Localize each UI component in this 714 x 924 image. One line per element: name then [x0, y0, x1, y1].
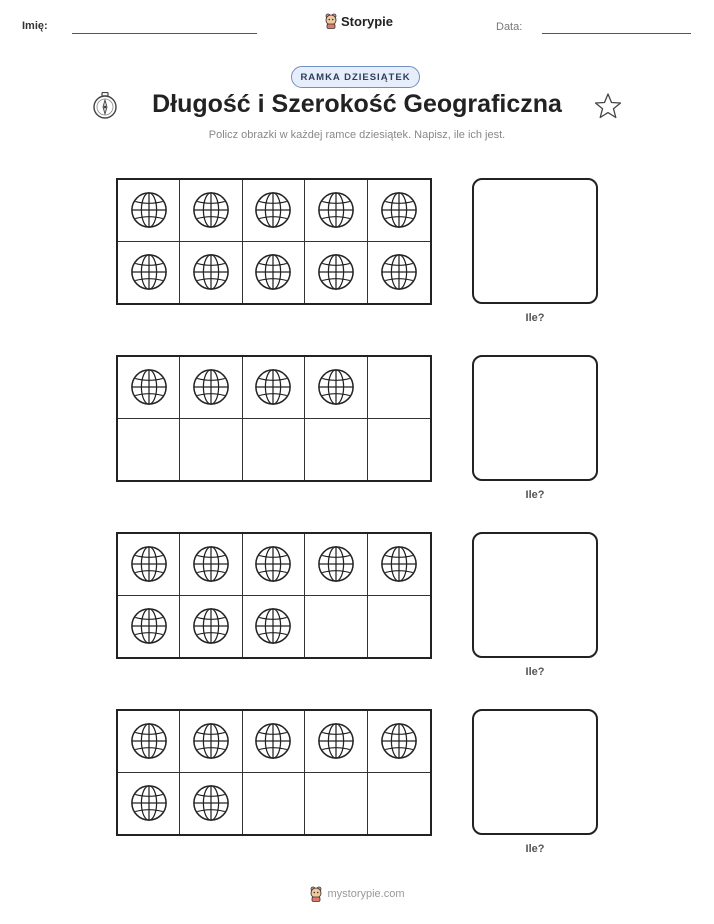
- ten-frame-cell: [305, 711, 367, 773]
- ten-frame-cell: [243, 242, 305, 304]
- globe-icon: [192, 368, 230, 406]
- ten-frame-cell: [368, 242, 430, 304]
- ten-frame-cell: [180, 534, 242, 596]
- ten-frame-cell: [118, 773, 180, 835]
- ten-frame: [116, 532, 432, 659]
- ten-frame-cell: [118, 534, 180, 596]
- globe-icon: [317, 722, 355, 760]
- ten-frame-cell: [243, 419, 305, 481]
- ten-frame-cell: [368, 534, 430, 596]
- globe-icon: [192, 784, 230, 822]
- ten-frame-cell: [118, 357, 180, 419]
- globe-icon: [192, 607, 230, 645]
- page-title: Długość i Szerokość Geograficzna: [152, 90, 562, 118]
- globe-icon: [254, 253, 292, 291]
- globe-icon: [254, 545, 292, 583]
- ten-frame-cell: [118, 419, 180, 481]
- globe-icon: [130, 191, 168, 229]
- ten-frame-cell: [305, 242, 367, 304]
- storypie-mascot-icon: [309, 886, 323, 902]
- ten-frame-cell: [180, 419, 242, 481]
- name-line: [72, 33, 257, 34]
- ten-frame-cell: [368, 596, 430, 658]
- ten-frame-cell: [243, 357, 305, 419]
- ten-frame-cell: [180, 596, 242, 658]
- globe-icon: [254, 722, 292, 760]
- storypie-mascot-icon: [324, 13, 338, 29]
- brand: [324, 13, 393, 29]
- globe-icon: [254, 368, 292, 406]
- answer-label: Ile?: [525, 666, 545, 678]
- date-line: [542, 33, 691, 34]
- ten-frame-cell: [305, 596, 367, 658]
- globe-icon: [380, 545, 418, 583]
- ten-frame-cell: [305, 534, 367, 596]
- globe-icon: [317, 368, 355, 406]
- ten-frame: [116, 178, 432, 305]
- globe-icon: [130, 545, 168, 583]
- ten-frame-cell: [368, 419, 430, 481]
- date-label: Data:: [496, 21, 523, 33]
- globe-icon: [254, 607, 292, 645]
- ten-frame-cell: [118, 242, 180, 304]
- ten-frame-cell: [180, 711, 242, 773]
- ten-frame-cell: [368, 773, 430, 835]
- globe-icon: [380, 191, 418, 229]
- globe-icon: [192, 545, 230, 583]
- instructions: Policz obrazki w każdej ramce dziesiątek. Napisz, ile ich jest.: [208, 129, 506, 141]
- globe-icon: [380, 253, 418, 291]
- ten-frame-cell: [305, 180, 367, 242]
- footer: [0, 886, 714, 902]
- globe-icon: [130, 368, 168, 406]
- globe-icon: [317, 545, 355, 583]
- footer-url: mystorypie.com: [327, 888, 405, 900]
- ten-frame: [116, 355, 432, 482]
- answer-label: Ile?: [525, 843, 545, 855]
- globe-icon: [192, 722, 230, 760]
- ten-frame-cell: [305, 419, 367, 481]
- answer-label: Ile?: [525, 489, 545, 501]
- globe-icon: [130, 607, 168, 645]
- globe-icon: [380, 722, 418, 760]
- globe-icon: [130, 253, 168, 291]
- answer-label: Ile?: [525, 312, 545, 324]
- ten-frame-cell: [243, 180, 305, 242]
- brand-name: Storypie: [341, 13, 394, 29]
- globe-icon: [192, 191, 230, 229]
- globe-icon: [130, 722, 168, 760]
- answer-box[interactable]: [472, 709, 598, 835]
- ten-frame-cell: [180, 180, 242, 242]
- ten-frame-cell: [118, 180, 180, 242]
- ten-frame: [116, 709, 432, 836]
- answer-box[interactable]: [472, 355, 598, 481]
- ten-frame-cell: [368, 711, 430, 773]
- answer-box[interactable]: [472, 532, 598, 658]
- name-label: Imię:: [22, 20, 48, 32]
- ten-frame-cell: [243, 773, 305, 835]
- ten-frame-cell: [368, 357, 430, 419]
- ten-frame-cell: [243, 596, 305, 658]
- ten-frame-cell: [180, 357, 242, 419]
- ten-frame-cell: [243, 711, 305, 773]
- ten-frame-cell: [118, 711, 180, 773]
- ten-frame-cell: [368, 180, 430, 242]
- ten-frame-cell: [305, 357, 367, 419]
- answer-box[interactable]: [472, 178, 598, 304]
- star-icon: [593, 92, 623, 120]
- ten-frame-cell: [118, 596, 180, 658]
- worksheet-type-badge: RAMKA DZIESIĄTEK: [291, 66, 420, 88]
- globe-icon: [130, 784, 168, 822]
- globe-icon: [192, 253, 230, 291]
- ten-frame-cell: [305, 773, 367, 835]
- globe-icon: [317, 191, 355, 229]
- globe-icon: [317, 253, 355, 291]
- ten-frame-cell: [243, 534, 305, 596]
- globe-icon: [254, 191, 292, 229]
- ten-frame-cell: [180, 242, 242, 304]
- ten-frame-cell: [180, 773, 242, 835]
